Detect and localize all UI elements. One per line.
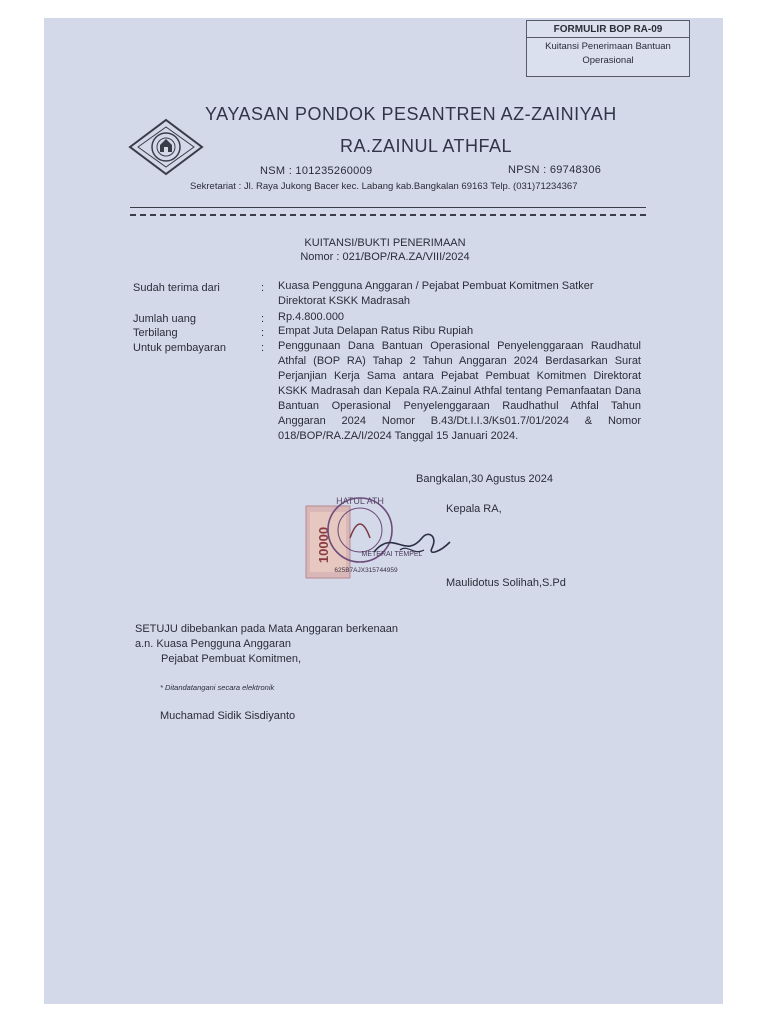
place-date: Bangkalan,30 Agustus 2024 <box>416 473 554 485</box>
field-colon: : <box>261 342 265 354</box>
receipt-title: KUITANSI/BUKTI PENERIMAAN <box>304 237 466 249</box>
field-value-received-from: Kuasa Pengguna Anggaran / Pejabat Pembuat Komitmen Satker Direktorat KSKK Madrasah <box>278 280 594 307</box>
signer-name: Maulidotus Solihah,S.Pd <box>446 577 566 589</box>
meterai-serial: 625B7AJX315744959 <box>334 567 398 574</box>
field-colon: : <box>261 313 265 325</box>
nsm-number: NSM : 101235260009 <box>260 165 373 177</box>
receipt-number: Nomor : 021/BOP/RA.ZA/VIII/2024 <box>300 251 470 263</box>
field-value-payment-for: Penggunaan Dana Bantuan Operasional Penyelenggaraan Raudhatul Athfal (BOP RA) Tahap 2 Tahun Anggaran 2024 Berdasarkan Surat Perjanjian Kerja Sama antara Pejabat Pembuat Komitmen Direktorat KSKK Madrasah dan Kepala RA.Zainul Athfal tentang Pemanfaatan Dana Bantuan Operasional Penyelenggaraan Raudhathul Athfal Tahun Anggaran 2024 Nomor B.43/Dt.I.I.3/Ks01.7/01/2024 & Nomor 018/BOP/RA.ZA/I/2024 Tanggal 15 Januari 2024. <box>278 340 641 442</box>
field-value-in-words: Empat Juta Delapan Ratus Ribu Rupiah <box>278 325 474 337</box>
foundation-name: YAYASAN PONDOK PESANTREN AZ-ZAINIYAH <box>205 104 617 124</box>
approval-statement: SETUJU dibebankan pada Mata Anggaran berkenaan <box>135 623 398 635</box>
stamp-text: HATUL ATH <box>336 496 384 506</box>
school-emblem-icon <box>124 118 208 176</box>
header-divider <box>130 207 646 216</box>
electronic-signature-note: * Ditandatangani secara elektronik <box>160 683 275 692</box>
secretariat-address: Sekretariat : Jl. Raya Jukong Bacer kec. Labang kab.Bangkalan 69163 Telp. (031)71234367 <box>190 181 578 192</box>
receipt-heading <box>230 236 540 264</box>
approval-on-behalf: a.n. Kuasa Pengguna Anggaran <box>135 638 291 650</box>
signer-position: Kepala RA, <box>446 503 502 515</box>
approval-position: Pejabat Pembuat Komitmen, <box>161 653 302 665</box>
approver-name: Muchamad Sidik Sisdiyanto <box>160 710 296 722</box>
form-code-box <box>526 20 690 77</box>
meterai-label: METERAI TEMPEL <box>361 551 423 558</box>
field-label-received-from: Sudah terima dari <box>133 282 220 294</box>
school-name: RA.ZAINUL ATHFAL <box>340 136 513 156</box>
meterai-value: 10000 <box>316 526 331 564</box>
field-colon: : <box>261 327 265 339</box>
field-label-in-words: Terbilang <box>133 327 178 339</box>
field-value-amount: Rp.4.800.000 <box>278 311 345 323</box>
field-colon: : <box>261 282 265 294</box>
form-subtitle: Kuitansi Penerimaan Bantuan Operasional <box>545 41 671 66</box>
field-label-payment-for: Untuk pembayaran <box>133 342 226 354</box>
stamp-and-signature <box>304 490 464 582</box>
form-code: FORMULIR BOP RA-09 <box>527 21 689 38</box>
npsn-number: NPSN : 69748306 <box>508 164 602 176</box>
field-label-amount: Jumlah uang <box>133 313 196 325</box>
approval-block <box>135 622 398 667</box>
